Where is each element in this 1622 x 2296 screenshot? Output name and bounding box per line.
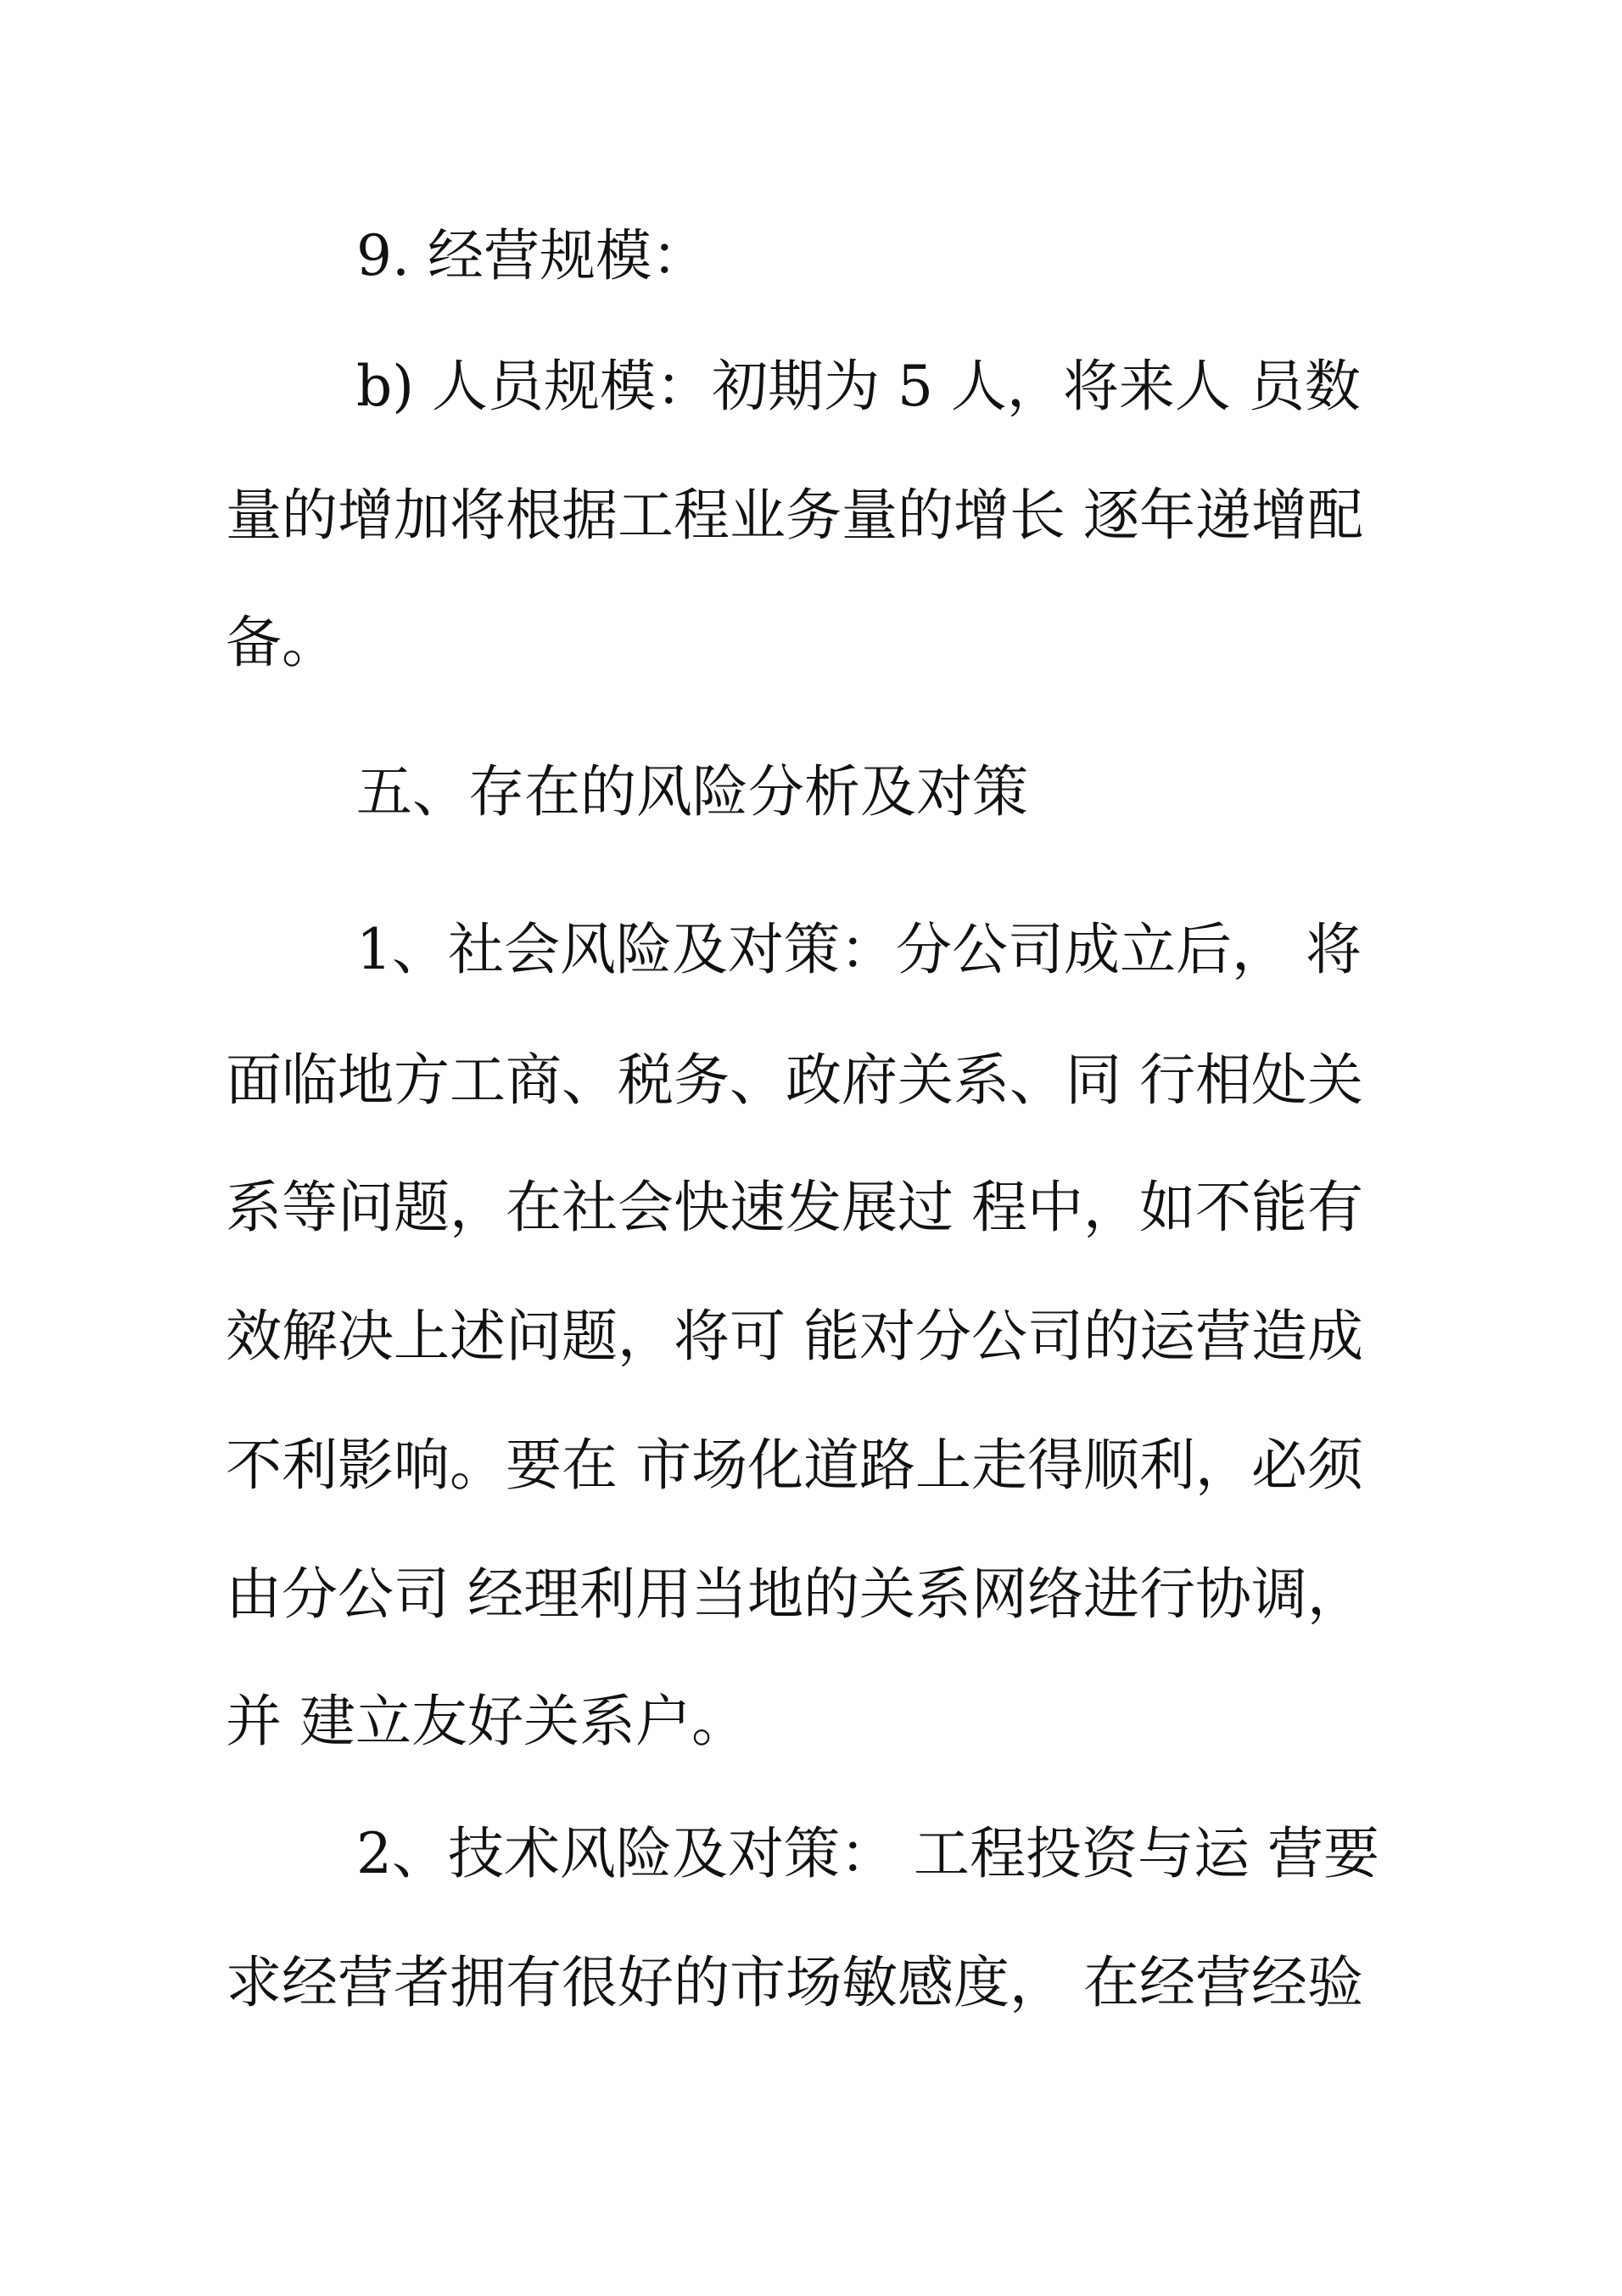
text-line: 不利影响。要在 市场化道路上走得顺利，必须 — [226, 1433, 1363, 1498]
text-line: 系等问题，在社会快速发展过 程中，如不能有 — [226, 1175, 1363, 1240]
text-line: 备。 — [226, 610, 338, 675]
text-line: 1、社会风险及对策：分公司成立后， 将 — [356, 917, 1362, 982]
text-line: 效解决上述问题，将可 能对分公司的运营造成 — [226, 1304, 1363, 1369]
text-line: 2、技术风险及对策： 工程投资与运 营要 — [356, 1821, 1379, 1886]
section-heading: 五、存在的风险分析及对策 — [356, 759, 1028, 824]
text-line: b) 人员规模：初期为 5 人，将来人 员数 — [356, 354, 1361, 419]
text-line: 由分公司 经理利用当地的关系网络进行协调， — [226, 1561, 1363, 1627]
text-line: 量的增加将根据工程业务量的增长 逐年递增配 — [226, 483, 1363, 548]
text-line: 求经营者拥有很好的市场敏感度， 在经营经验 — [226, 1950, 1363, 2015]
text-line: 面临地方工商、税务、政府关系、同 行相处关 — [226, 1047, 1363, 1113]
text-line-heading-scale: 9. 经营规模： — [356, 223, 708, 288]
text-line: 并 建立友好关系户。 — [226, 1689, 747, 1754]
